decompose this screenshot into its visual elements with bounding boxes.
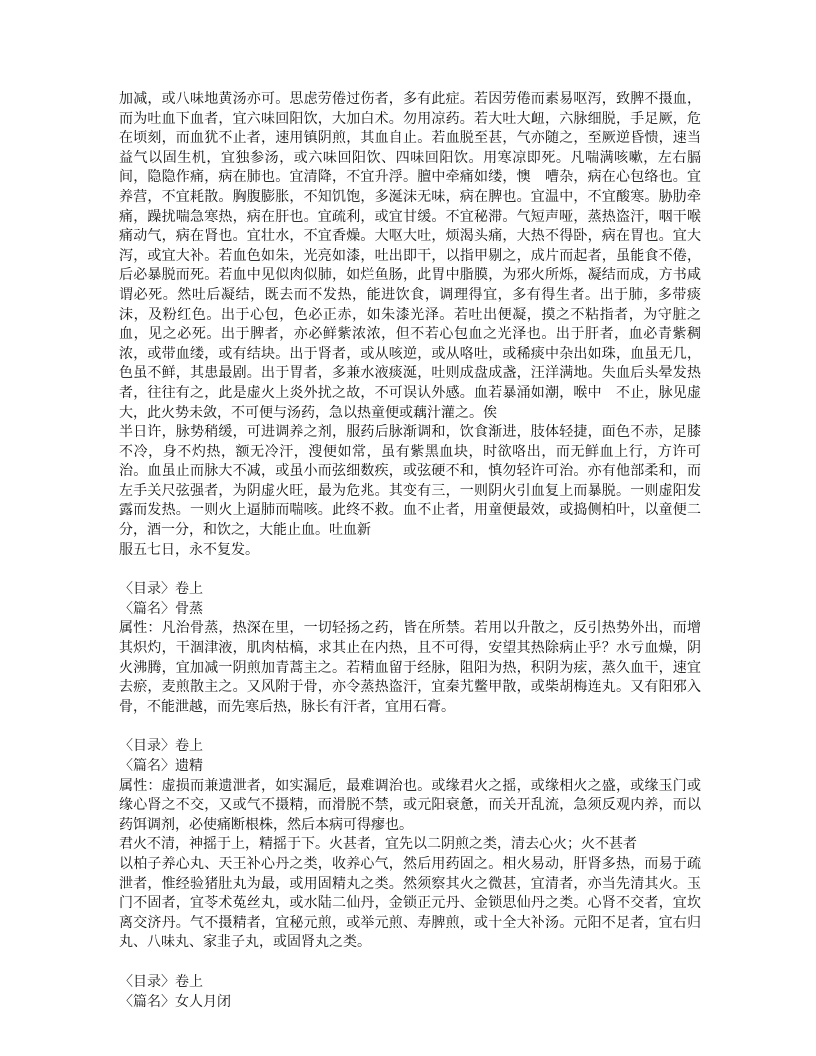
catalog-label: 〈目录〉卷上 bbox=[119, 581, 203, 598]
catalog-label: 〈目录〉卷上 bbox=[119, 738, 203, 755]
section-body: 以柏子养心丸、天王补心丹之类，收养心气，然后用药固之。相火易动，肝肾多热，而易于疏泄者，惟经验猪肚丸为最，或用固精丸之类。然须察其火之微甚，宜清者，亦当先清其火。玉门不固者，宜苓术菟丝丸，或水陆二仙丹，金锁正元丹、金锁思仙丹之类。心肾不交者，宜坎离交济丹。气不摄精者，宜秘元煎，或举元煎、寿脾煎，或十全大补汤。元阳不足者，宜右归丸、八味丸、家韭子丸，或固肾丸之类。 bbox=[119, 855, 701, 951]
catalog-label: 〈目录〉卷上 bbox=[119, 973, 203, 990]
section-body: 属性：虚损而兼遗泄者，如实漏卮，最难调治也。或缘君火之摇，或缘相火之盛，或缘玉门或缘心肾之不交，又或气不摄精，而滑脱不禁，或元阳衰惫，而关开乱流，急须反观内养，而以药饵调剂，必使痛断根株，然后本病可得瘳也。 bbox=[119, 777, 701, 833]
body-paragraph: 服五七日，永不复发。 bbox=[119, 541, 259, 558]
chapter-title: 〈篇名〉女人月闭 bbox=[119, 993, 231, 1010]
section-body: 属性：凡治骨蒸，热深在里，一切轻扬之药，皆在所禁。若用以升散之，反引热势外出，而增其炽灼，干涸津液，肌肉枯槁，求其止在内热，且不可得，安望其热除病止乎？水亏血燥，阴火沸腾，宜加减一阴煎加青蒿主之。若精血留于经脉，阻阳为热，积阴为痃，蒸久血干，速宜去瘀，麦煎散主之。又风附于骨，亦令蒸热盗汗，宜秦艽鳖甲散，或柴胡梅连丸。又有阳邪入骨，不能泄越，而先寒后热，脉长有汗者，宜用石膏。 bbox=[119, 620, 701, 715]
document-page bbox=[119, 90, 701, 1012]
body-paragraph: 半日许，脉势稍缓，可进调养之剂，服药后脉渐调和，饮食渐进，肢体轻捷，面色不赤，足膝不冷，身不灼热，额无冷汗，溲便如常，虽有紫黑血块，时欲咯出，而无鲜血上行，方许可治。血虽止而脉大不减，或虽小而弦细数疾，或弦硬不和，慎勿轻许可治。亦有他部柔和，而左手关尺弦强者，为阴虚火旺，最为危兆。其变有三，一则阴火引血复上而暴脱。一则虚阳发露而发热。一则火上逼肺而喘咳。此终不救。血不止者，用童便最效，或捣侧柏叶，以童便二分，酒一分，和饮之，大能止血。吐血新 bbox=[119, 424, 701, 539]
body-paragraph: 加减，或八味地黄汤亦可。思虑劳倦过伤者，多有此症。若因劳倦而素易呕泻，致脾不摄血，而为吐血下血者，宜六味回阳饮，大加白术。勿用凉药。若大吐大衄，六脉细脱，手足厥，危在顷刻，而血犹不止者，速用镇阴煎，其血自止。若血脱至甚，气亦随之，至厥逆昏愦，速当益气以固生机，宜独参汤，或六味回阳饮、四味回阳饮。用寒凉即死。凡喘满咳嗽，左右膈间，隐隐作痛，病在肺也。宜清降，不宜升浮。膻中牵痛如缕，懊 嘈杂，病在心包络也。宜养营，不宜耗散。胸腹膨胀，不知饥饱，多涎沫无味，病在脾也。宜温中，不宜酸寒。胁肋牵痛，躁扰喘急寒热，病在肝也。宜疏利，或宜甘缓。不宜秘滞。气短声哑，蒸热盗汗，咽干喉痛动气，病在肾也。宜壮水，不宜香燥。大呕大吐，烦渴头痛，大热不得卧，病在胃也。宜大泻，或宜大补。若血色如朱，光亮如漆，吐出即干，以指甲剔之，成片而起者，虽能食不倦，后必暴脱而死。若血中见似肉似肺，如烂鱼肠，此胃中脂膜，为邪火所烁，凝结而成，方书咸谓必死。然吐后凝结，既去而不发热，能进饮食，调理得宜，多有得生者。出于肺，多带痰沫，及粉红色。出于心包，色必正赤，如朱漆光泽。若吐出便凝，摸之不粘指者，为守脏之血，见之必死。出于脾者，亦必鲜紫浓浓，但不若心包血之光泽也。出于肝者，血必青紫稠浓，或带血缕，或有结块。出于肾者，或从咳逆，或从咯吐，或稀痰中杂出如珠，血虽无几，色虽不鲜，其患最剧。出于胃者，多兼水液痰涎，吐则成盘成盏，汪洋满地。失血后头晕发热者，往往有之，此是虚火上炎外扰之故，不可误认外感。血若暴涌如潮，喉中 不止，脉见虚大，此火势未敛，不可便与汤药，急以热童便或藕汁灌之。俟 bbox=[119, 91, 701, 421]
section-body: 君火不清，神摇于上，精摇于下。火甚者，宜先以二阴煎之类，清去心火；火不甚者 bbox=[119, 836, 637, 853]
chapter-title: 〈篇名〉骨蒸 bbox=[119, 600, 203, 617]
chapter-title: 〈篇名〉遗精 bbox=[119, 758, 203, 774]
